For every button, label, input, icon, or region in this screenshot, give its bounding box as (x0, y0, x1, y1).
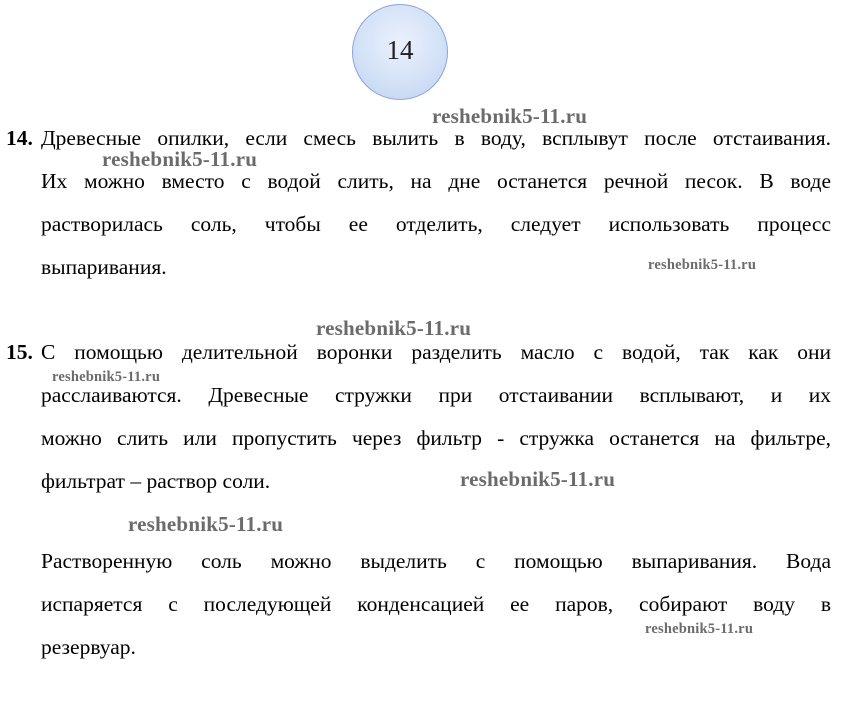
watermark: reshebnik5-11.ru (128, 512, 284, 536)
item-15-line-2: расслаиваются. Древесные стружки при отстаивании всплывают, и их (41, 383, 831, 407)
paragraph-line-3: резервуар. (41, 635, 136, 659)
item-14-line-1: Древесные опилки, если смесь вылить в воду, всплывут после отстаивания. (41, 126, 831, 150)
watermark: reshebnik5-11.ru (432, 104, 588, 128)
item-15-line-4: фильтрат – раствор соли. (41, 469, 271, 493)
watermark: reshebnik5-11.ru (102, 147, 258, 171)
watermark: reshebnik5-11.ru (460, 467, 616, 491)
item-14-line-4: выпаривания. (41, 255, 167, 279)
page-number: 14 (386, 34, 414, 65)
item-number-14: 14. (6, 126, 33, 150)
page-number-badge (352, 4, 448, 100)
item-15-line-1: С помощью делительной воронки разделить масло с водой, так как они (41, 340, 831, 364)
watermark: reshebnik5-11.ru (52, 369, 161, 385)
paragraph-line-1: Растворенную соль можно выделить с помощью выпаривания. Вода (41, 549, 831, 573)
item-14-line-2: Их можно вместо с водой слить, на дне останется речной песок. В воде (41, 169, 831, 193)
watermark: reshebnik5-11.ru (645, 621, 754, 637)
item-15-line-3: можно слить или пропустить через фильтр - стружка останется на фильтре, (41, 426, 831, 450)
watermark: reshebnik5-11.ru (648, 257, 757, 273)
paragraph-line-2: испаряется с последующей конденсацией ее паров, собирают воду в (41, 592, 831, 616)
watermark: reshebnik5-11.ru (316, 316, 472, 340)
item-14-line-3: растворилась соль, чтобы ее отделить, следует использовать процесс (41, 212, 831, 236)
item-number-15: 15. (6, 340, 33, 364)
